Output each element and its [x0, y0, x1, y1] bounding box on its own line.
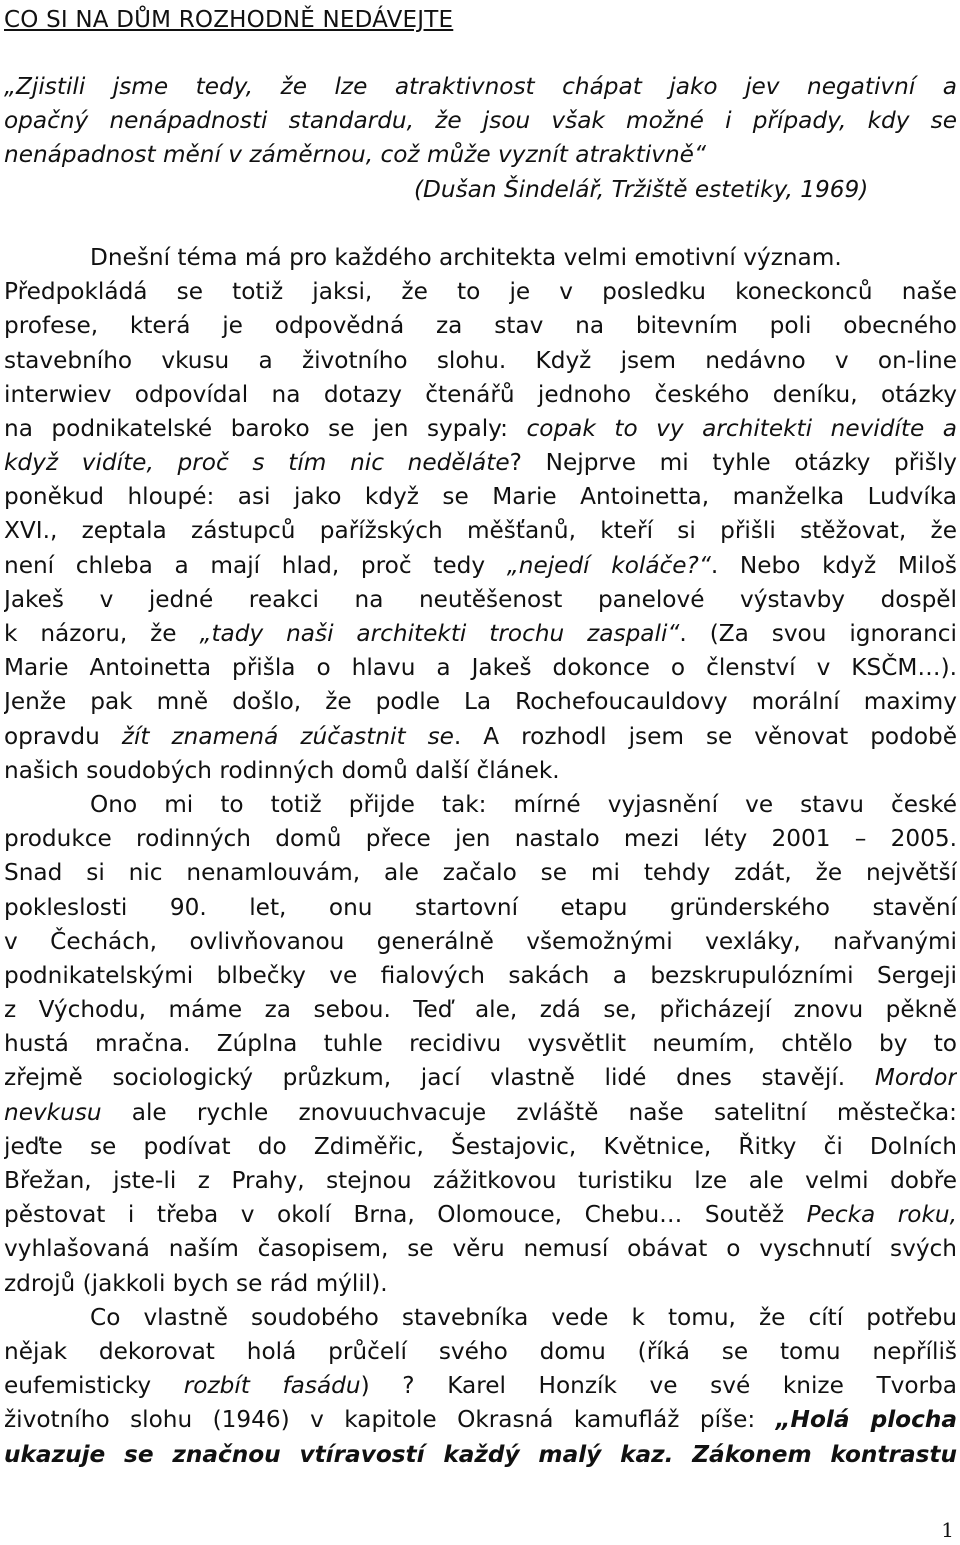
text-line: ukazuje se značnou vtíravostí každý malý kaz. Zákonem kontrastu — [4, 1440, 957, 1468]
text-line: pokleslosti 90. let, onu startovní etapu gründerského stavění — [4, 893, 957, 921]
text-line: opravdu žít znamená zúčastnit se. A rozhodl jsem se věnovat podobě — [4, 722, 957, 750]
text-line: v Čechách, ovlivňovanou generálně všemožnými vexláky, nařvanými — [4, 927, 957, 955]
text-line: Co vlastně soudobého stavebníka vede k tomu, že cítí potřebu — [90, 1303, 957, 1331]
text-line: XVI., zeptala zástupců pařížských měšťanů, kteří si přišli stěžovat, že — [4, 517, 957, 545]
text-line: stavebního vkusu a životního slohu. Když jsem nedávno v on-line — [4, 346, 957, 374]
text-line: produkce rodinných domů přece jen nastalo mezi léty 2001 – 2005. — [4, 825, 957, 853]
text-line: Předpokládá se totiž jaksi, že to je v posledku koneckonců naše — [4, 278, 957, 306]
quote-line: nenápadnost mění v záměrnou, což může vyznít atraktivně“ — [4, 141, 706, 169]
text-line: profese, která je odpovědná za stav na bitevním poli obecného — [4, 312, 957, 340]
text-line: Jakeš v jedné reakci na neutěšenost panelové výstavby dospěl — [4, 585, 957, 613]
text-line: poněkud hloupé: asi jako když se Marie Antoinetta, manželka Ludvíka — [4, 483, 957, 511]
text-line: zřejmě sociologický průzkum, jací vlastně lidé dnes stavějí. Mordor — [4, 1064, 957, 1092]
quote-line: opačný nenápadnosti standardu, že jsou však možné i případy, kdy se — [4, 107, 957, 135]
text-line: životního slohu (1946) v kapitole Okrasná kamufláž píše: „Holá plocha — [4, 1406, 957, 1434]
text-line: pěstovat i třeba v okolí Brna, Olomouce, Chebu… Soutěž Pecka roku, — [4, 1201, 957, 1229]
quote-line: „Zjistili jsme tedy, že lze atraktivnost chápat jako jev negativní a — [4, 73, 957, 100]
text-line: když vidíte, proč s tím nic neděláte? Nejprve mi tyhle otázky přišly — [4, 449, 957, 477]
paragraph-2 — [4, 788, 957, 1301]
text-line: eufemisticky rozbít fasádu) ? Karel Honzík ve své knize Tvorba — [4, 1372, 957, 1400]
text-line: našich soudobých rodinných domů další článek. — [4, 756, 560, 784]
text-line: k názoru, že „tady naši architekti trochu zaspali“. (Za svou ignoranci — [4, 620, 957, 647]
text-line: podnikatelskými blbečky ve fialových sakách a bezskrupulózními Sergeji — [4, 961, 957, 989]
text-line: Břežan, jste-li z Prahy, stejnou zážitkovou turistiku lze ale velmi dobře — [4, 1167, 957, 1194]
text-line: vyhlašovaná naším časopisem, se věru nemusí obávat o vyschnutí svých — [4, 1235, 957, 1263]
article-heading: CO SI NA DŮM ROZHODNĚ NEDÁVEJTE — [4, 7, 454, 33]
text-line: nevkusu ale rychle znovuuchvacuje zvláště naše satelitní městečka: — [4, 1098, 957, 1126]
text-line: Jenže pak mně došlo, že podle La Rochefoucauldovy morální maximy — [4, 688, 957, 716]
text-line: jeďte se podívat do Zdiměřic, Šestajovic, Květnice, Řitky či Dolních — [4, 1132, 957, 1160]
text-line: na podnikatelské baroko se jen sypaly: copak to vy architekti nevidíte a — [4, 414, 957, 442]
paragraph-1 — [4, 241, 957, 788]
page-number: 1 — [941, 1518, 954, 1542]
text-line: zdrojů (jakkoli bych se rád mýlil). — [4, 1269, 388, 1297]
quote-source: (Dušan Šindelář, Tržiště estetiky, 1969) — [414, 175, 869, 203]
text-line: Snad si nic nenamlouvám, ale začalo se mi tehdy zdát, že největší — [4, 859, 957, 887]
text-line: z Východu, máme za sebou. Teď ale, zdá se, přicházejí znovu pěkně — [4, 996, 957, 1024]
text-line: nějak dekorovat holá průčelí svého domu (říká se tomu nepříliš — [4, 1337, 957, 1365]
text-line: není chleba a mají hlad, proč tedy „nejedí koláče?“. Nebo když Miloš — [4, 551, 957, 579]
paragraph-3 — [4, 1301, 957, 1472]
text-line: Ono mi to totiž přijde tak: mírné vyjasnění ve stavu české — [90, 790, 957, 818]
text-line: Dnešní téma má pro každého architekta velmi emotivní význam. — [90, 243, 842, 271]
text-line: interwiev odpovídal na dotazy čtenářů jednoho českého deníku, otázky — [4, 380, 957, 408]
article-body — [4, 70, 957, 1472]
text-line: hustá mračna. Zúplna tuhle recidivu vysvětlit neumím, chtělo by to — [4, 1030, 957, 1058]
epigraph — [4, 70, 957, 207]
text-line: Marie Antoinetta přišla o hlavu a Jakeš dokonce o členství v KSČM…). — [4, 654, 957, 682]
